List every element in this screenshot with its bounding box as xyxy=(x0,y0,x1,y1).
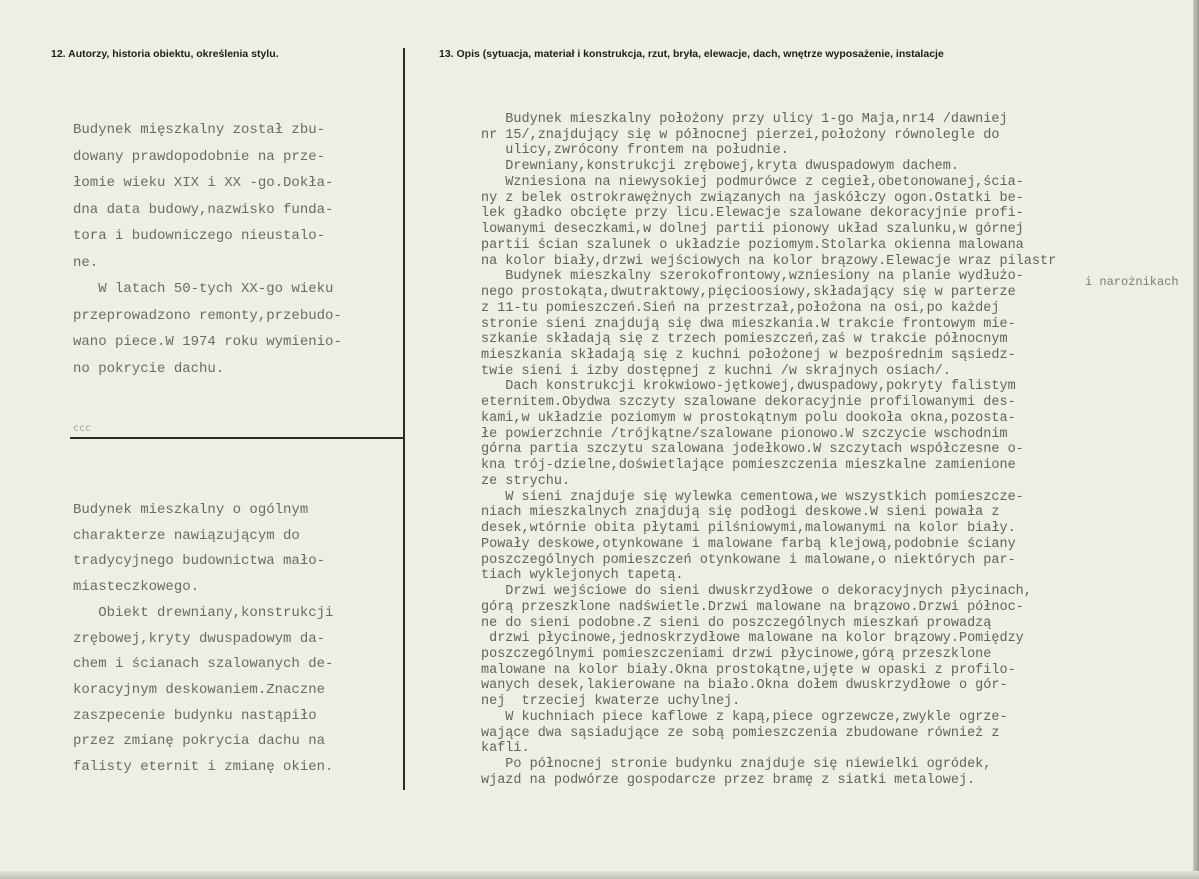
text-line: twie sieni i izby dostępnej z kuchni /w skrajnych osiach/. xyxy=(481,363,951,379)
style-text xyxy=(73,498,333,781)
text-line: poszczególnymi pomieszczeniami drzwi płycinowe,górą przeszklone xyxy=(481,646,992,662)
text-line: partii ścian szalunek o układzie poziomym.Stolarka okienna malowana xyxy=(481,237,1024,253)
text-line: mieszkania składają się z kuchni położonej w bezpośrednim sąsiedz- xyxy=(481,348,1016,364)
text-line: lek gładko obcięte przy licu.Elewacje szalowane dekoracyjnie profi- xyxy=(481,206,1024,222)
section-13-header: 13. Opis (sytuacja, materiał i konstrukcja, rzut, bryła, elewacje, dach, wnętrze wyposażenie, instalacje xyxy=(439,48,944,60)
sheet-bottom-edge xyxy=(0,871,1199,879)
text-line: niach mieszkalnych znajdują się podłogi deskowe.W sieni powała z xyxy=(481,505,1000,521)
history-text xyxy=(73,117,342,382)
text-line: Po północnej stronie budynku znajduje się niewielki ogródek, xyxy=(481,757,992,773)
text-line: Budynek mieszkalny szerokofrontowy,wzniesiony na planie wydłużo- xyxy=(481,269,1024,285)
text-line: W kuchniach piece kaflowe z kapą,piece ogrzewcze,zwykle ogrze- xyxy=(481,709,1008,725)
text-line: zaszpecenie budynku nastąpiło xyxy=(73,707,317,724)
text-line: ulicy,zwrócony frontem na południe. xyxy=(481,143,789,159)
text-line: tradycyjnego budownictwa mało- xyxy=(73,553,326,570)
text-line: lowanymi deseczkami,w dolnej partii pionowy układ szalunku,w górnej xyxy=(481,222,1024,238)
text-line: górna partia szczytu szalowana jodełkowo.W szczytach współczesne o- xyxy=(481,442,1024,458)
text-line: kafli. xyxy=(481,741,530,757)
text-line: Budynek mieszkalny położony przy ulicy 1-go Maja,nr14 /dawniej xyxy=(481,112,1008,127)
text-line: W latach 50-tych XX-go wieku xyxy=(73,281,334,297)
text-line: z 11-tu pomieszczeń.Sień na przestrzał,położona na osi,po każdej xyxy=(481,300,1000,316)
text-line: no pokrycie dachu. xyxy=(73,360,225,377)
faint-mark: ccc xyxy=(73,423,92,434)
text-line: koracyjnym deskowaniem.Znaczne xyxy=(73,681,326,698)
text-line: Dach konstrukcji krokwiowo-jętkowej,dwuspadowy,pokryty falistym xyxy=(481,379,1016,395)
text-line: Obiekt drewniany,konstrukcji xyxy=(73,604,334,621)
text-line: przeprowadzono remonty,przebudo- xyxy=(73,307,342,324)
text-line: nego prostokąta,dwutraktowy,pięcioosiowy,składający się w parterze xyxy=(481,285,1016,301)
text-line: zrębowej,kryty dwuspadowym da- xyxy=(73,630,326,647)
text-line: kna trój-dzielne,doświetlające pomieszczenia mieszkalne zamienione xyxy=(481,458,1016,474)
text-line: Budynek mięszkalny został zbu- xyxy=(73,122,326,138)
text-line: łomie wieku XIX i XX -go.Dokła- xyxy=(73,175,334,191)
text-line: charakterze nawiązującym do xyxy=(73,527,300,544)
text-line: malowane na kolor biały.Okna prostokątne,ujęte w opaski z profilo- xyxy=(481,662,1016,678)
text-line: tiach wyklejonych tapetą. xyxy=(481,568,684,584)
text-line: Wzniesiona na niewysokiej podmurówce z cegieł,obetonowanej,ścia- xyxy=(481,174,1024,190)
text-line: nr 15/,znajdujący się w północnej pierzei,położony równolegle do xyxy=(481,127,1000,143)
text-line: desek,wtórnie obita płytami pilśniowymi,malowanymi na kolor biały. xyxy=(481,521,1016,537)
text-line: ne do sieni podobne.Z sieni do poszczególnych mieszkań prowadzą xyxy=(481,615,992,631)
text-line: dna data budowy,nazwisko funda- xyxy=(73,201,334,218)
column-divider-horizontal xyxy=(70,437,404,439)
text-line: kami,w układzie poziomym w prostokątnym polu dookoła okna,pozosta- xyxy=(481,410,1016,426)
text-line: tora i budowniczego nieustalo- xyxy=(73,228,326,244)
text-line: Budynek mieszkalny o ogólnym xyxy=(73,502,309,518)
text-line: górą przeszklone nadświetle.Drzwi malowane na brązowo.Drzwi północ- xyxy=(481,599,1024,615)
text-line: ny z belek ostrokrawężnych związanych na jaskółczy ogon.Ostatki be- xyxy=(481,190,1024,206)
text-line: chem i ścianach szalowanych de- xyxy=(73,656,334,673)
text-line: drzwi płycinowe,jednoskrzydłowe malowane na kolor brązowy.Pomiędzy xyxy=(481,631,1024,647)
overtyped-note: i narożnikach xyxy=(1085,275,1179,289)
text-line: wano piece.W 1974 roku wymienio- xyxy=(73,334,342,350)
section-12-header: 12. Autorzy, historia obiektu, określenia stylu. xyxy=(51,48,279,60)
text-line: stronie sieni znajdują się dwa mieszkania.W trakcie frontowym mie- xyxy=(481,316,1016,332)
text-line: Drewniany,konstrukcji zrębowej,kryta dwuspadowym dachem. xyxy=(481,159,959,175)
text-line: Drzwi wejściowe do sieni dwuskrzydłowe o dekoracyjnych płycinach, xyxy=(481,584,1032,600)
text-line: wjazd na podwórze gospodarcze przez bramę z siatki metalowej. xyxy=(481,772,976,788)
text-line: szkanie składają się z trzech pomieszczeń,zaś w trakcie północnym xyxy=(481,332,1008,348)
text-line: poszczególnych pomieszczeń otynkowane i malowane,o niektórych par- xyxy=(481,552,1016,568)
text-line: łe powierzchnie /trójkątne/szalowane pionowo.W szczycie wschodnim xyxy=(481,426,1008,442)
text-line: wające dwa sąsiadujące ze sobą pomieszczenia zbudowane również z xyxy=(481,725,1000,741)
description-text xyxy=(481,112,1056,789)
text-line: falisty eternit i zmianę okien. xyxy=(73,759,334,776)
text-line: ze strychu. xyxy=(481,473,571,489)
sheet-right-edge xyxy=(1193,0,1199,879)
text-line: dowany prawdopodobnie na prze- xyxy=(73,148,326,165)
column-divider-vertical xyxy=(403,48,405,790)
text-line: W sieni znajduje się wylewka cementowa,we wszystkich pomieszcze- xyxy=(481,489,1024,505)
text-line: eternitem.Obydwa szczyty szalowane dekoracyjnie profilowanymi des- xyxy=(481,395,1016,411)
text-line: przez zmianę pokrycia dachu na xyxy=(73,733,326,750)
text-line: ne. xyxy=(73,254,99,271)
text-line: Powały deskowe,otynkowane i malowane farbą klejową,podobnie ściany xyxy=(481,536,1016,552)
text-line: nej trzeciej kwaterze uchylnej. xyxy=(481,694,741,710)
text-line: miasteczkowego. xyxy=(73,579,200,596)
text-line: na kolor biały,drzwi wejściowych na kolor brązowy.Elewacje wraz pilastr xyxy=(481,253,1057,269)
text-line: wanych desek,lakierowane na biało.Okna dołem dwuskrzydłowe o gór- xyxy=(481,678,1008,694)
